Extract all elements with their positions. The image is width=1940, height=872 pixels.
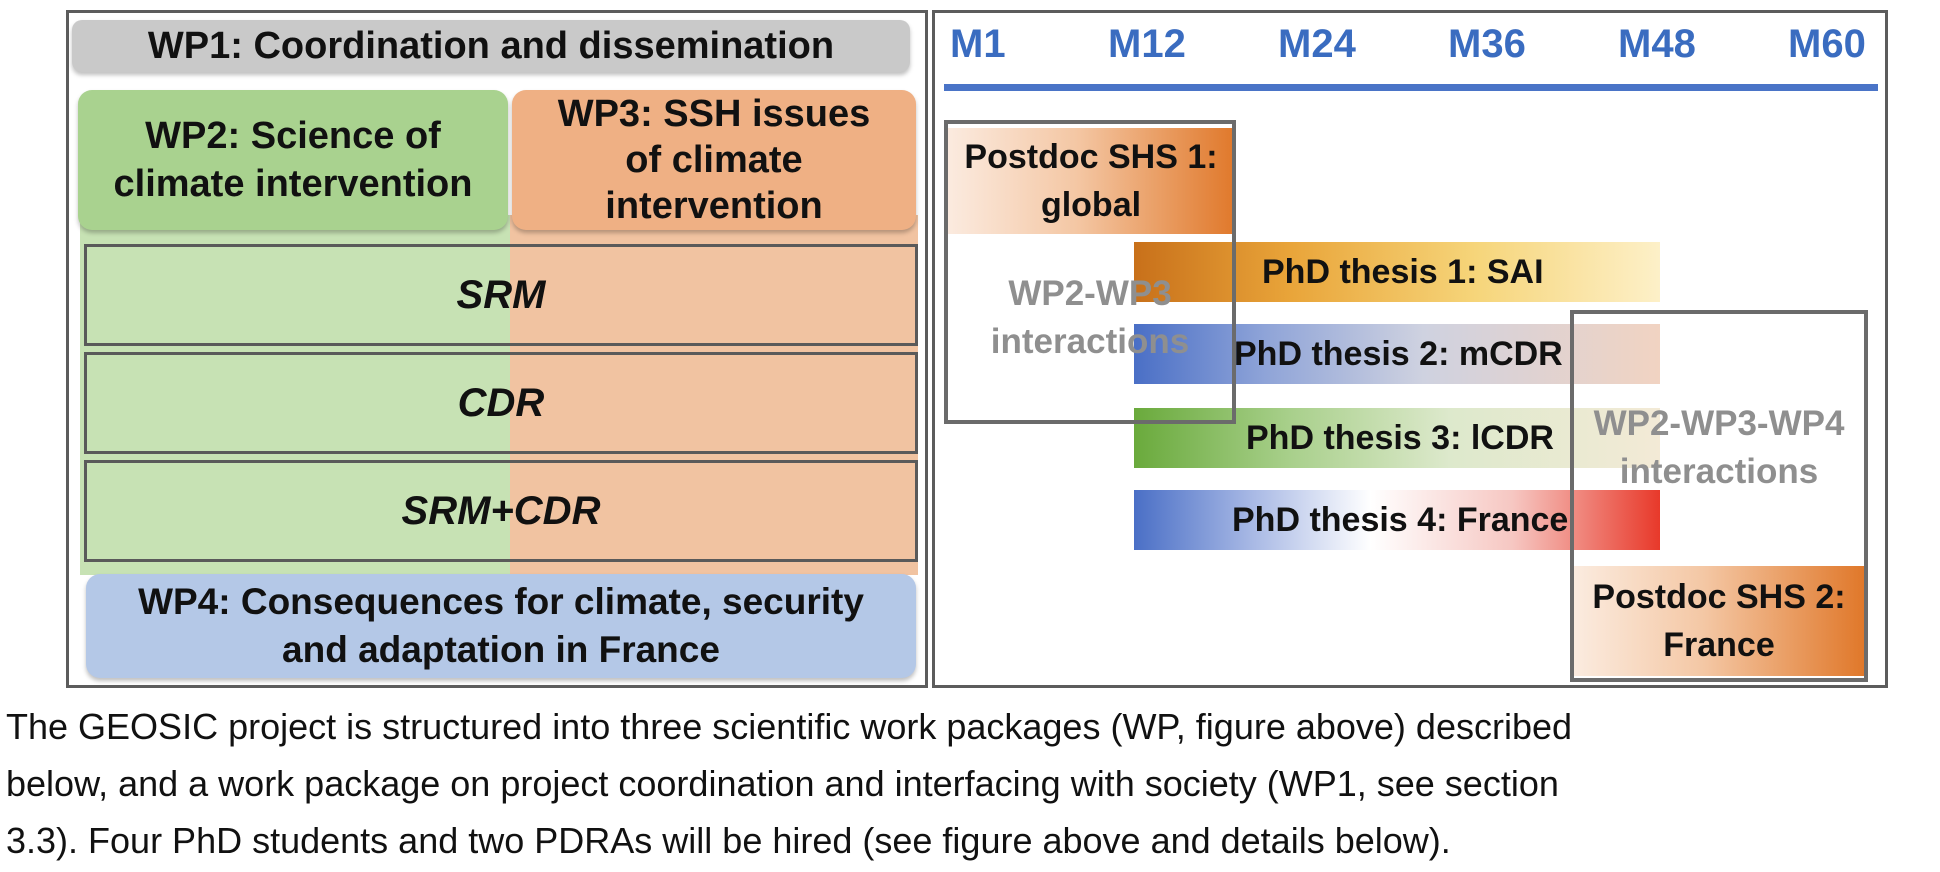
caption [6, 698, 1936, 869]
caption-line-1: The GEOSIC project is structured into three scientific work packages (WP, figure above) described [6, 706, 1573, 747]
month-m1: M1 [950, 22, 1006, 66]
wp2-wp3-wp4-interactions-line1: WP2-WP3-WP4 [1593, 404, 1845, 443]
wp4-box [86, 574, 916, 678]
wp2-wp3-wp4-interactions-line2: interactions [1619, 452, 1819, 491]
wp2-wp3-wp4-interactions-label [1574, 400, 1864, 496]
wp2-wp3-interactions-line2: interactions [990, 322, 1190, 361]
wp2-box [78, 90, 508, 230]
wp2-wp3-interactions-label [950, 270, 1230, 366]
wp2-wp3-interactions-line1: WP2-WP3 [1008, 274, 1172, 313]
wp1-box [72, 20, 910, 72]
topic-srm-cdr-label: SRM+CDR [401, 488, 601, 533]
topic-cdr [84, 352, 918, 454]
phd-thesis-3-label: PhD thesis 3: lCDR [1246, 418, 1554, 457]
wp3-title-line3: intervention [605, 185, 823, 227]
wp3-box [512, 90, 916, 230]
topic-srm-label: SRM [456, 272, 546, 317]
topic-cdr-label: CDR [457, 380, 545, 425]
wp3-title-line2: of climate [625, 139, 803, 181]
wp4-title-line1: WP4: Consequences for climate, security [138, 581, 864, 622]
phd-thesis-2-label: PhD thesis 2: mCDR [1234, 334, 1563, 373]
caption-line-3: 3.3). Four PhD students and two PDRAs will be hired (see figure above and details below). [6, 820, 1451, 861]
phd-thesis-1-label: PhD thesis 1: SAI [1262, 252, 1544, 291]
wp4-title-line2: and adaptation in France [282, 629, 720, 670]
month-m24: M24 [1278, 22, 1356, 66]
postdoc-2-line2: France [1663, 626, 1775, 664]
postdoc-1-line1: Postdoc SHS 1: [964, 138, 1218, 176]
month-m60: M60 [1788, 22, 1866, 66]
phd-thesis-4-label: PhD thesis 4: France [1232, 500, 1569, 539]
wp2-wp3-wp4-interactions-box [1570, 310, 1868, 682]
topic-srm-cdr [84, 460, 918, 562]
month-m36: M36 [1448, 22, 1526, 66]
month-m12: M12 [1108, 22, 1186, 66]
wp2-title-line2: climate intervention [113, 163, 473, 205]
month-m48: M48 [1618, 22, 1696, 66]
timeline-axis [944, 84, 1878, 91]
caption-line-2: below, and a work package on project coordination and interfacing with society (WP1, see section [6, 763, 1559, 804]
postdoc-2-line1: Postdoc SHS 2: [1592, 578, 1846, 616]
postdoc-1-line2: global [1040, 186, 1142, 224]
wp1-label: WP1: Coordination and dissemination [147, 24, 835, 67]
topic-srm [84, 244, 918, 346]
wp3-title-line1: WP3: SSH issues [557, 93, 871, 135]
wp2-title-line1: WP2: Science of [145, 115, 441, 157]
